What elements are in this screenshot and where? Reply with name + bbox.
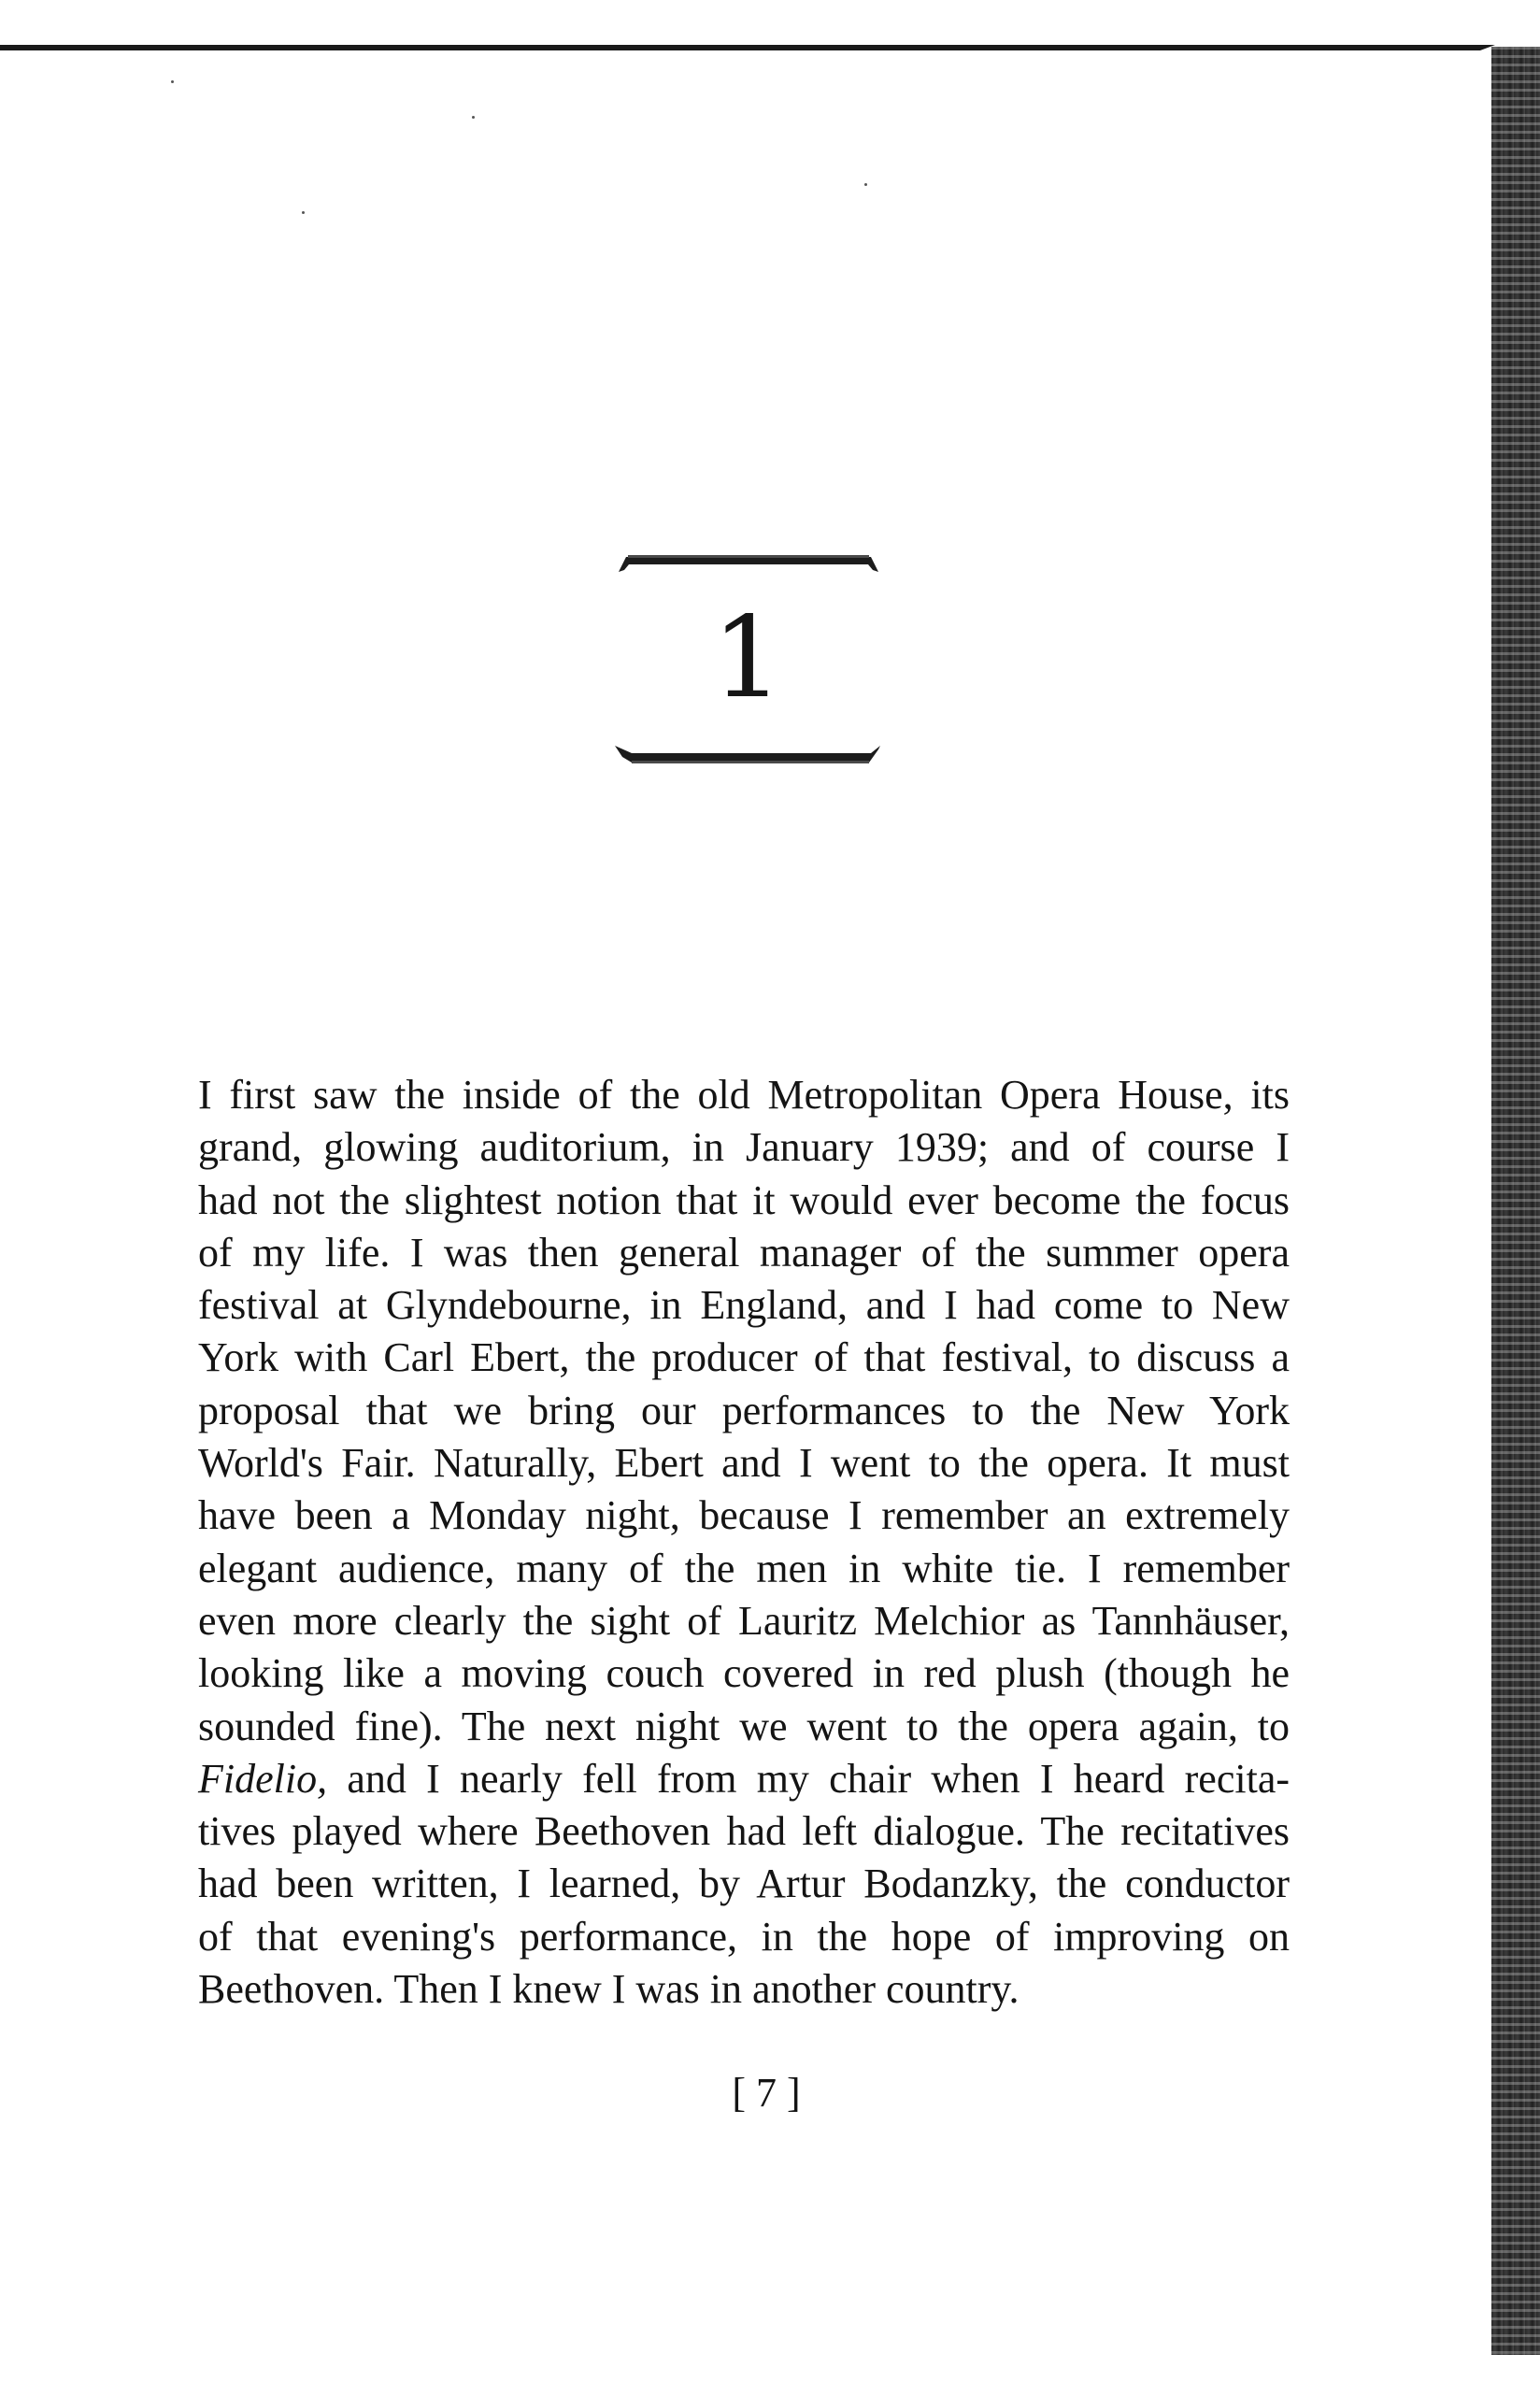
body-paragraph — [198, 1069, 1290, 2016]
paper-speck — [302, 211, 305, 214]
text-line: World's Fair. Naturally, Ebert and I went to the opera. It must — [198, 1440, 1290, 1487]
text-line: elegant audience, many of the men in white tie. I remember — [198, 1545, 1290, 1591]
italic-title: Fidelio, — [198, 1755, 328, 1802]
paper-speck — [171, 80, 174, 83]
text-line: even more clearly the sight of Lauritz Melchior as Tannhäuser, — [198, 1597, 1290, 1644]
page-number: [ 7 ] — [732, 2070, 801, 2116]
text-line: festival at Glyndebourne, in England, and I had come to New — [198, 1282, 1290, 1329]
text-line: I first saw the inside of the old Metropolitan Opera House, its — [198, 1072, 1290, 1118]
text-line: had not the slightest notion that it would ever become the focus — [198, 1176, 1290, 1223]
text-line: have been a Monday night, because I remember an extremely — [198, 1492, 1290, 1539]
text-line: looking like a moving couch covered in red plush (though he — [198, 1650, 1290, 1697]
text-line: of that evening's performance, in the hope of improving on — [198, 1913, 1290, 1960]
top-rule — [0, 45, 1495, 50]
text-line: sounded fine). The next night we went to the opera again, to — [198, 1703, 1290, 1749]
text-line: Beethoven. Then I knew I was in another country. — [198, 1966, 1020, 2013]
text-line: proposal that we bring our performances to the New York — [198, 1387, 1290, 1433]
chapter-ornament — [598, 542, 897, 785]
paper-speck — [472, 116, 475, 119]
chapter-number: 1 — [711, 593, 784, 723]
text-line: York with Carl Ebert, the producer of that festival, to discuss a — [198, 1334, 1290, 1381]
text-line: of my life. I was then general manager of the summer opera — [198, 1229, 1290, 1276]
paper-speck — [864, 183, 867, 186]
text-line: grand, glowing auditorium, in January 1939; and of course I — [198, 1124, 1290, 1171]
text-line: had been written, I learned, by Artur Bodanzky, the conductor — [198, 1861, 1290, 1907]
text-line: tives played where Beethoven had left dialogue. The recitatives — [198, 1808, 1290, 1855]
text-line — [198, 1753, 1290, 1805]
page-edge-shadow — [1491, 47, 1540, 2355]
text-line-rest: and I nearly fell from my chair when I heard recita- — [327, 1755, 1290, 1802]
